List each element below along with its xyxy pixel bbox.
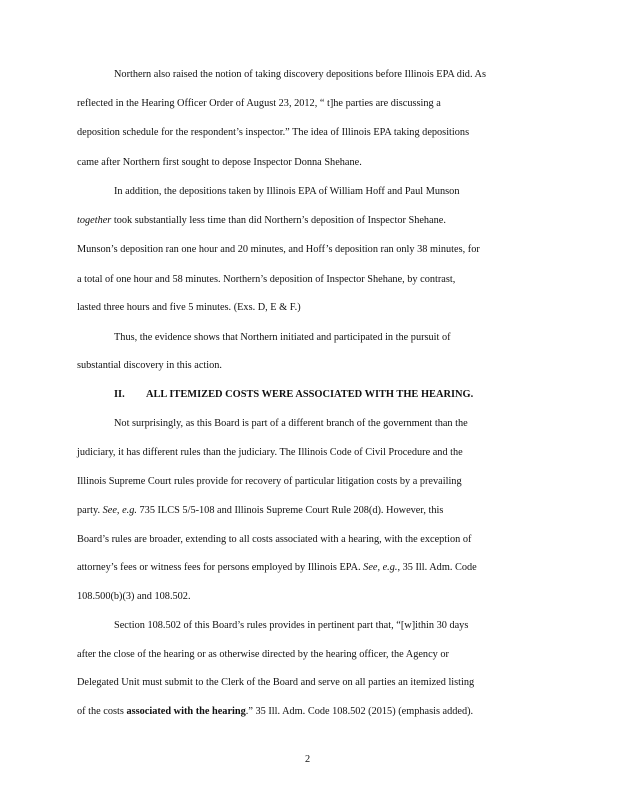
paragraph-4-line-4-a: party.: [77, 505, 103, 516]
paragraph-2-line-4: a total of one hour and 58 minutes. Northern’s deposition of Inspector Shehane, by contrast,: [77, 274, 456, 285]
page-number: 2: [305, 754, 311, 765]
paragraph-4-line-1: Not surprisingly, as this Board is part of a different branch of the government than the: [114, 418, 468, 429]
paragraph-4-line-6-b: , 35 Ill. Adm. Code: [397, 562, 477, 573]
paragraph-1-line-4: came after Northern first sought to depose Inspector Donna Shehane.: [77, 157, 362, 168]
paragraph-4-line-6: [77, 562, 477, 574]
paragraph-5-line-4-a: of the costs: [77, 706, 127, 717]
paragraph-2-line-5: lasted three hours and five 5 minutes. (Exs. D, E & F.): [77, 302, 301, 313]
emphasis-see-eg-1: See, e.g.: [102, 505, 137, 516]
paragraph-1-line-3: deposition schedule for the respondent’s inspector.” The idea of Illinois EPA taking depositions: [77, 127, 470, 138]
paragraph-4-line-6-a: attorney’s fees or witness fees for persons employed by Illinois EPA.: [77, 562, 364, 573]
section-title: ALL ITEMIZED COSTS WERE ASSOCIATED WITH THE HEARING.: [146, 389, 474, 400]
paragraph-3-line-2: substantial discovery in this action.: [77, 360, 222, 371]
paragraph-1-line-1: Northern also raised the notion of taking discovery depositions before Illinois EPA did. As: [114, 69, 486, 80]
paragraph-2-line-1: In addition, the depositions taken by Illinois EPA of William Hoff and Paul Munson: [114, 186, 460, 197]
paragraph-2-line-3: Munson’s deposition ran one hour and 20 minutes, and Hoff’s deposition ran only 38 minutes, for: [77, 244, 480, 255]
bold-associated-with-hearing: associated with the hearing: [126, 706, 246, 717]
section-number: II.: [114, 389, 125, 400]
section-heading: [114, 389, 474, 401]
paragraph-2-line-2-text: took substantially less time than did Northern’s deposition of Inspector Shehane.: [111, 215, 446, 226]
paragraph-5-line-2: after the close of the hearing or as otherwise directed by the hearing officer, the Agency or: [77, 649, 449, 660]
paragraph-4-line-4: [77, 505, 443, 517]
emphasis-see-eg-2: See, e.g.: [363, 562, 398, 573]
paragraph-5-line-1: Section 108.502 of this Board’s rules provides in pertinent part that, “[w]ithin 30 days: [114, 620, 469, 631]
paragraph-5-line-4-c: .” 35 Ill. Adm. Code 108.502 (2015) (emphasis added).: [245, 706, 474, 717]
paragraph-4-line-7: 108.500(b)(3) and 108.502.: [77, 591, 191, 602]
paragraph-4-line-3: Illinois Supreme Court rules provide for recovery of particular litigation costs by a prevailing: [77, 476, 462, 487]
emphasis-together: together: [77, 215, 112, 226]
paragraph-4-line-4-b: 735 ILCS 5/5-108 and Illinois Supreme Court Rule 208(d). However, this: [136, 505, 444, 516]
paragraph-2-line-2: [77, 215, 446, 227]
paragraph-3-line-1: Thus, the evidence shows that Northern initiated and participated in the pursuit of: [114, 332, 451, 343]
paragraph-5-line-4: [77, 706, 473, 718]
paragraph-1-line-2: reflected in the Hearing Officer Order of August 23, 2012, “ t]he parties are discussing a: [77, 98, 441, 109]
paragraph-4-line-2: judiciary, it has different rules than the judiciary. The Illinois Code of Civil Procedure and the: [77, 447, 463, 458]
paragraph-5-line-3: Delegated Unit must submit to the Clerk of the Board and serve on all parties an itemized listing: [77, 677, 475, 688]
paragraph-4-line-5: Board’s rules are broader, extending to all costs associated with a hearing, with the exception of: [77, 534, 472, 545]
